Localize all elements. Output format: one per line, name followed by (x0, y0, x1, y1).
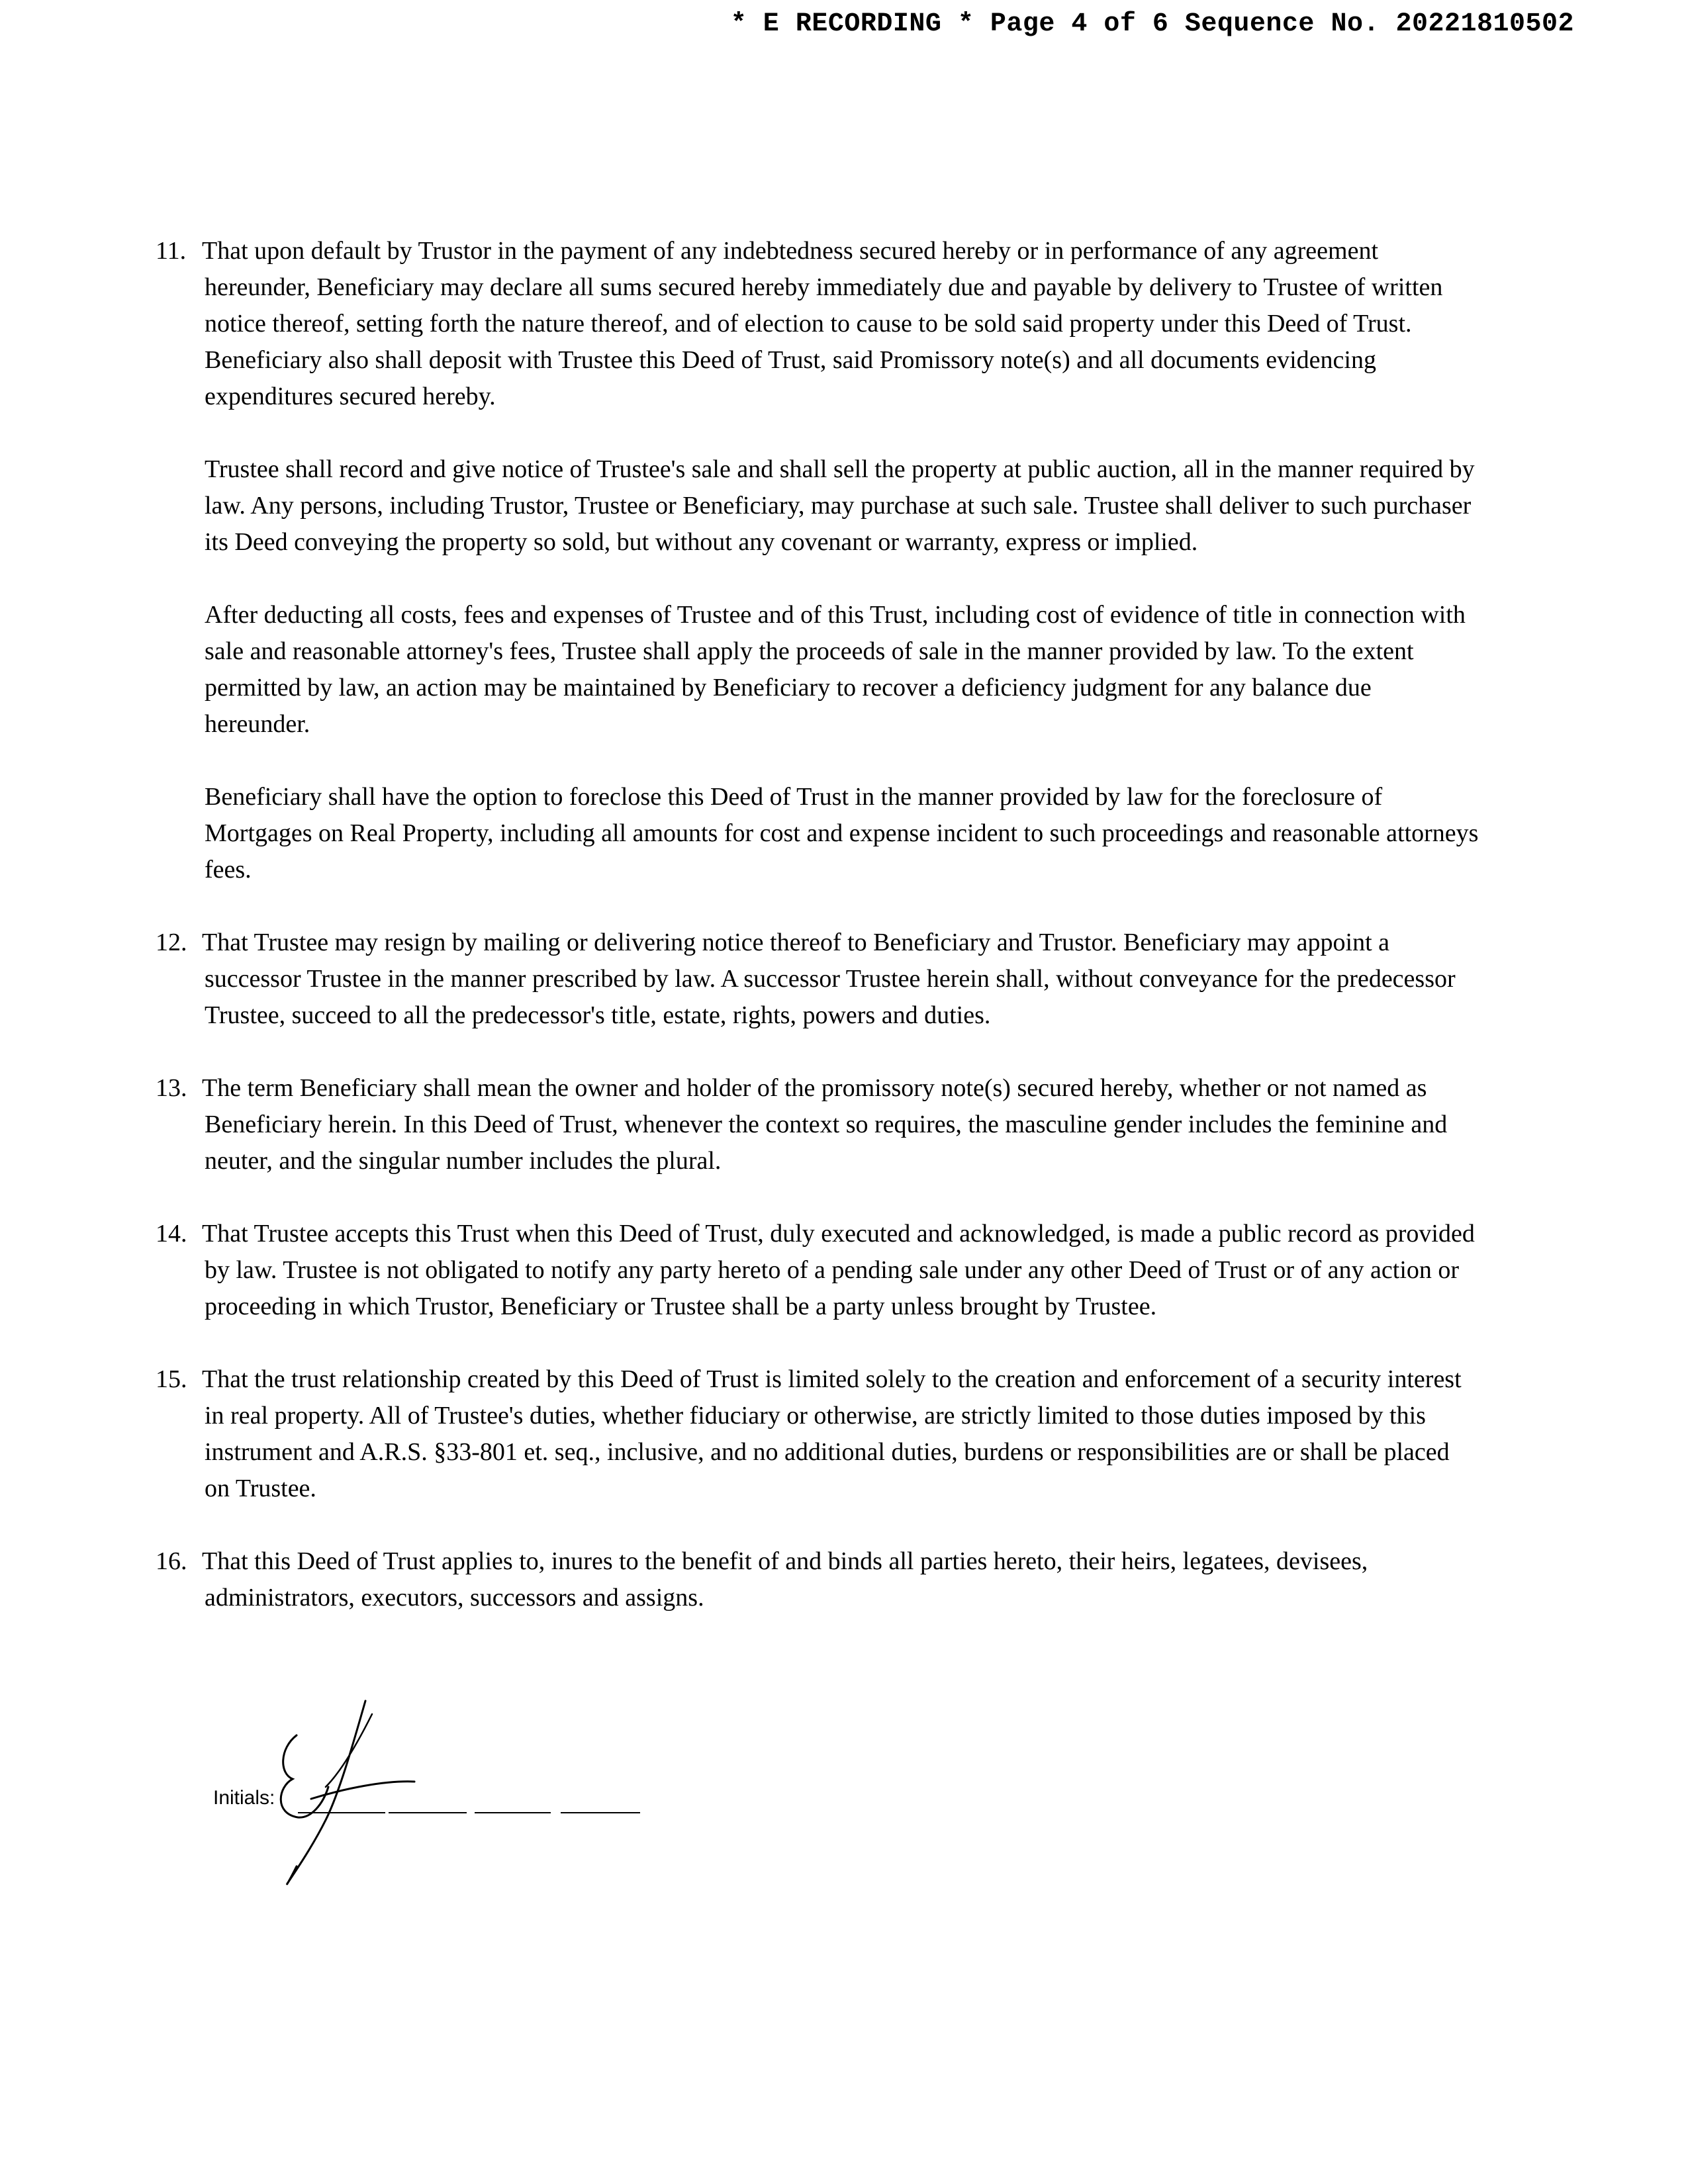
clause-11-paragraph-foreclose: Beneficiary shall have the option to foreclose this Deed of Trust in the manner provided by law for the foreclosure of Mortgages on Real Property, including all amounts for cost and expense incident to such proceedings and reasonable attorneys fees. (205, 783, 1479, 884)
clause-text: That Trustee may resign by mailing or delivering notice thereof to Beneficiary and Trustor. Beneficiary may appoint a successor Trustee in the manner prescribed by law. A successor Trustee herein shall, without conveyance for the predecessor Trustee, succeed to all the predecessor's title, estate, rights, powers and duties. (202, 929, 1456, 1029)
clause-11-paragraph-proceeds: After deducting all costs, fees and expenses of Trustee and of this Trust, including cost of evidence of title in connection with sale and reasonable attorney's fees, Trustee shall apply the proceeds of sale in the manner provided by law. To the extent permitted by law, an action may be maintained by Beneficiary to recover a deficiency judgment for any balance due hereunder. (205, 601, 1466, 738)
clause-number: 11. (156, 237, 187, 265)
clause-15 (156, 1361, 1479, 1507)
clause-number: 14. (156, 1220, 187, 1248)
document-body (156, 233, 1479, 1653)
initials-line-3[interactable] (475, 1812, 551, 1813)
clause-11-paragraph-trustee-sale: Trustee shall record and give notice of Trustee's sale and shall sell the property at public auction, all in the manner required by law. Any persons, including Trustor, Trustee or Beneficiary, may purchase at such sale. Trustee shall deliver to such purchaser its Deed conveying the property so sold, but without any covenant or warranty, express or implied. (205, 455, 1475, 556)
handwritten-initials-signature (259, 1688, 445, 1886)
recording-header: * E RECORDING * Page 4 of 6 Sequence No. 20221810502 (730, 9, 1574, 39)
clause-number: 15. (156, 1365, 187, 1393)
clause-number: 12. (156, 929, 187, 956)
clause-text: That the trust relationship created by this Deed of Trust is limited solely to the creation and enforcement of a security interest in real property. All of Trustee's duties, whether fiduciary or otherwise, are strictly limited to those duties imposed by this instrument and A.R.S. §33-801 et. seq., inclusive, and no additional duties, burdens or responsibilities are or shall be placed on Trustee. (202, 1365, 1462, 1502)
clause-number: 13. (156, 1074, 187, 1102)
clause-16 (156, 1543, 1479, 1616)
clause-13 (156, 1070, 1479, 1179)
clause-text: That this Deed of Trust applies to, inures to the benefit of and binds all parties hereto, their heirs, legatees, devisees, administrators, executors, successors and assigns. (202, 1547, 1368, 1612)
clause-text: That Trustee accepts this Trust when this Deed of Trust, duly executed and acknowledged, is made a public record as provided by law. Trustee is not obligated to notify any party hereto of a pending sale under any other Deed of Trust or of any action or proceeding in which Trustor, Beneficiary or Trustee shall be a party unless brought by Trustee. (202, 1220, 1475, 1320)
clause-text: That upon default by Trustor in the payment of any indebtedness secured hereby or in performance of any agreement hereunder, Beneficiary may declare all sums secured hereby immediately due and payable by delivery to Trustee of written notice thereof, setting forth the nature thereof, and of election to cause to be sold said property under this Deed of Trust. Beneficiary also shall deposit with Trustee this Deed of Trust, said Promissory note(s) and all documents evidencing expenditures secured hereby. (202, 237, 1443, 410)
initials-block (213, 1754, 690, 1880)
clause-number: 16. (156, 1547, 187, 1575)
clause-14 (156, 1216, 1479, 1325)
initials-line-4[interactable] (561, 1812, 640, 1813)
initials-label: Initials: (213, 1787, 275, 1809)
clause-text: The term Beneficiary shall mean the owner and holder of the promissory note(s) secured hereby, whether or not named as Beneficiary herein. In this Deed of Trust, whenever the context so requires, the masculine gender includes the feminine and neuter, and the singular number includes the plural. (202, 1074, 1448, 1175)
clause-11 (156, 233, 1479, 415)
clause-12 (156, 925, 1479, 1034)
